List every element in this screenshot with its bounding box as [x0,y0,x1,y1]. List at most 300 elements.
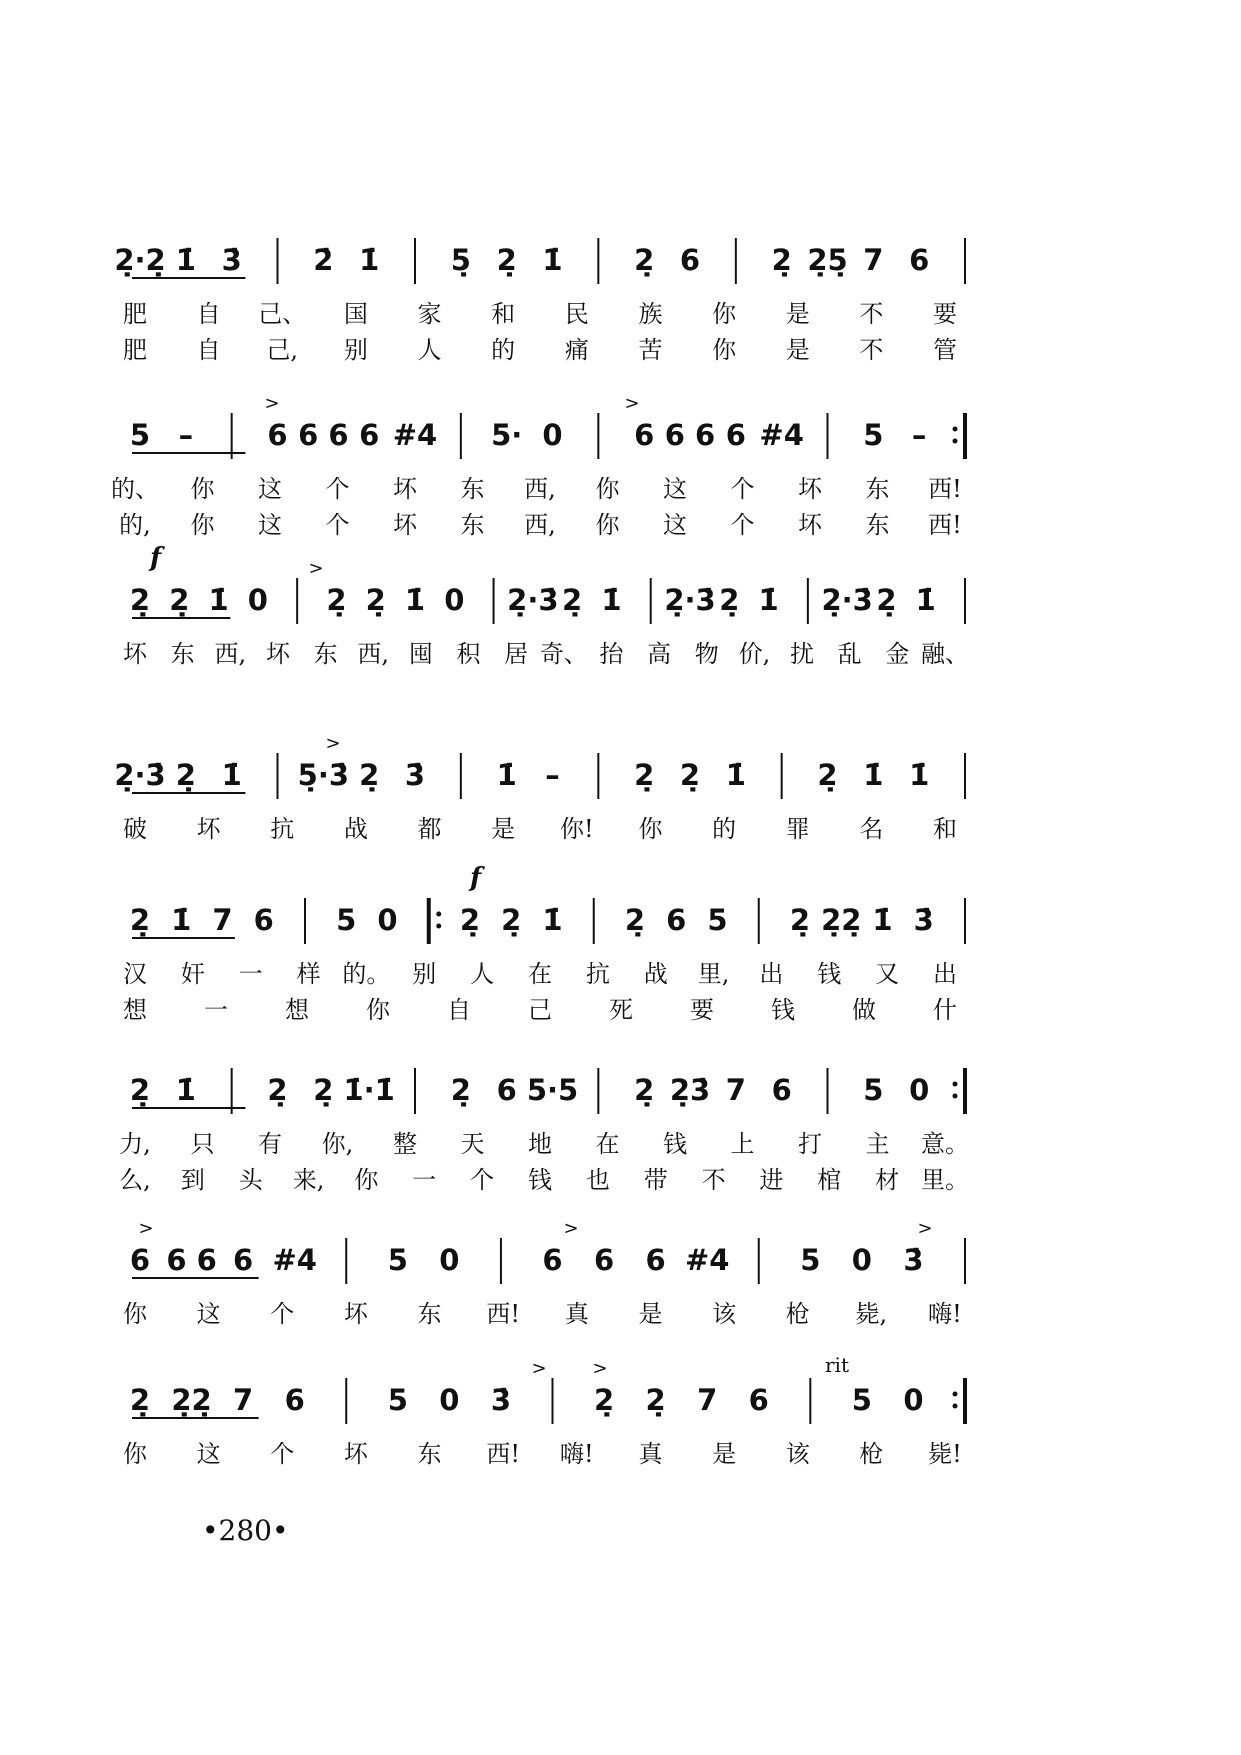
lyric-syllable: 个 [270,1300,295,1328]
lyric-syllable: 坏 [196,815,221,843]
lyric-syllable: 和 [491,300,516,328]
lyric-syllable: 枪 [859,1440,884,1468]
note: 1̇ [175,243,196,277]
lyric-syllable: 乱 [837,640,862,668]
lyric-syllable: 东 [417,1440,442,1468]
lyric-syllable: 一 [412,1166,437,1194]
lyric-syllable: 个 [730,511,755,539]
note: 1̇ [208,583,229,617]
lyric-syllable: 钱 [817,960,842,988]
note: 2̣·3̇ [507,583,559,617]
note: 1̇ [601,583,622,617]
lyric-syllable: 带 [643,1166,668,1194]
note: 2̣ [267,1073,288,1107]
lyric-syllable: 东 [417,1300,442,1328]
forte-mark: f [470,863,482,893]
accent-mark: > [917,1218,933,1239]
note: 0 [909,1073,930,1107]
lyric-syllable: 力, [119,1130,151,1158]
note: 2̣ [313,1073,334,1107]
score-systems [111,238,969,1468]
note: 2̣·3̇ [114,758,166,792]
lyric-syllable: 你 [123,1440,147,1468]
lyric-syllable: 真 [564,1300,589,1328]
lyric-syllable: 这 [258,475,282,503]
note: 3̇ [221,243,242,277]
lyric-syllable: 做 [852,996,876,1024]
note: 2̣ [562,583,583,617]
note: 2̣ [326,583,347,617]
note: 0 [444,583,465,617]
lyric-syllable: 要 [690,996,714,1024]
note: 1̇ [542,243,563,277]
note: 1̇ [909,758,930,792]
lyric-syllable: 抬 [599,640,624,668]
note: 7 [725,1073,746,1107]
note: 5 [800,1243,821,1277]
lyric-syllable: 你 [354,1166,379,1194]
note: 2̣ [175,758,196,792]
lyric-syllable: 价, [738,640,771,668]
note: 2̣ [169,583,190,617]
note: #4 [272,1243,317,1277]
note: 2̣ [365,583,386,617]
lyric-syllable: 么, [119,1166,151,1194]
score-system [111,413,965,539]
lyric-syllable: 融、 [921,640,969,668]
lyric-syllable: 家 [417,300,442,328]
lyric-syllable: 这 [663,511,687,539]
lyric-syllable: 东 [865,475,890,503]
lyric-syllable: 个 [730,475,755,503]
lyric-syllable: 金 [885,640,910,668]
lyric-syllable: 毙! [928,1440,962,1468]
lyric-syllable: 是 [491,815,516,843]
lyric-syllable: 嗨! [559,1440,594,1468]
note: 6 [909,243,930,277]
lyric-syllable: 自 [447,996,471,1024]
lyric-syllable: 材 [875,1166,900,1194]
lyric-syllable: 肥 [123,336,147,364]
lyric-syllable: 嗨! [928,1300,962,1328]
note: – [911,418,927,452]
lyric-syllable: 整 [393,1130,417,1158]
lyric-syllable: 积 [456,640,481,668]
note: 2̣ [771,243,792,277]
lyric-syllable: 的, [119,511,151,539]
lyric-syllable: 一 [238,960,263,988]
lyric-syllable: 也 [585,1166,610,1194]
lyric-syllable: 你 [712,300,737,328]
note: 5 [387,1383,408,1417]
lyric-syllable: 肥 [123,300,147,328]
note: 6 [771,1073,792,1107]
note: 1̇ [542,903,563,937]
note: 6 [253,903,274,937]
lyric-syllable: 在 [528,960,552,988]
note: 2̣ [645,1383,666,1417]
note: 6 [129,1243,151,1277]
lyric-syllable: 这 [196,1440,221,1468]
lyric-syllable: 族 [638,300,663,328]
forte-mark: f [150,543,162,573]
note: 2̣ [129,583,151,617]
lyric-syllable: 这 [196,1300,221,1328]
lyric-syllable: 你 [190,475,215,503]
note: 0 [377,903,398,937]
lyric-syllable: 钱 [528,1166,552,1194]
lyric-syllable: 西, [524,475,556,503]
lyric-syllable: 个 [270,1440,295,1468]
repeat-dot [953,427,958,432]
lyric-syllable: 居 [504,640,529,668]
note: #4 [392,418,438,452]
note: 5 [387,1243,408,1277]
note: 1̇ [863,758,884,792]
lyric-syllable: 又 [875,960,900,988]
note: 7 [697,1383,718,1417]
lyric-syllable: 西, [357,640,390,668]
lyric-syllable: 打 [798,1130,822,1158]
note: 5 [707,903,728,937]
lyric-syllable: 名 [859,815,884,843]
note: 1̇ [496,758,517,792]
lyric-syllable: 己、 [258,300,307,328]
lyric-syllable: 都 [417,815,442,843]
lyric-syllable: 战 [643,960,668,988]
lyric-syllable: 的 [712,815,737,843]
note: 2̣ [624,903,646,937]
note: 6 [593,1243,615,1277]
lyric-syllable: 里, [697,960,730,988]
note: 5 [863,418,884,452]
lyric-syllable: 真 [638,1440,663,1468]
note: 6 [679,243,701,277]
lyric-syllable: 在 [595,1130,620,1158]
lyric-syllable: 要 [933,300,957,328]
accent-mark: > [138,1218,154,1239]
note: 2̣·2̣ [114,243,166,277]
note: 1̇ [872,903,893,937]
note: 6 [666,903,687,937]
lyric-syllable: 钱 [663,1130,687,1158]
note: 1̇ [359,243,380,277]
note: 3̇ [913,903,934,937]
lyric-syllable: 想 [123,996,147,1024]
note: 1̇·1̇ [343,1073,395,1107]
lyric-syllable: 地 [528,1130,552,1158]
note: 2̣2̣ [821,903,862,937]
lyric-syllable: 一 [204,996,228,1024]
note: 7 [233,1383,254,1417]
note: 2̣2̣ [171,1383,212,1417]
note: 2̣ [450,1073,471,1107]
lyric-syllable: 扰 [790,640,815,668]
lyric-syllable: 的、 [111,475,159,503]
lyric-syllable: 坏 [798,475,822,503]
note: 2̣ [634,243,655,277]
lyric-syllable: 坏 [343,1300,368,1328]
note: 6 [359,418,380,452]
note: 2̣5̣ [807,243,848,277]
lyric-syllable: 你 [712,336,737,364]
note: 2̣ [359,758,380,792]
accent-mark: > [624,393,640,414]
note: 3̇ [404,758,426,792]
lyric-syllable: 枪 [785,1300,810,1328]
score-system [114,753,965,843]
note: 1̇ [171,903,192,937]
accent-mark: > [325,733,341,754]
note: 7 [212,903,233,937]
note: – [178,418,194,452]
lyric-syllable: 样 [296,960,321,988]
lyric-syllable: 你 [595,511,620,539]
lyric-syllable: 是 [638,1300,663,1328]
lyric-syllable: 这 [663,475,687,503]
lyric-syllable: 别 [343,336,368,364]
note: 0 [439,1383,460,1417]
lyric-syllable: 囤 [408,640,433,668]
note: 1̇ [758,583,779,617]
lyric-syllable: 里。 [921,1166,969,1194]
score-system [119,1068,969,1194]
lyric-syllable: 坏 [393,511,417,539]
lyric-syllable: 西! [928,475,962,503]
lyric-syllable: 个 [470,1166,495,1194]
lyric-syllable: 到 [180,1166,205,1194]
lyric-syllable: 坏 [393,475,417,503]
note: 5 [336,903,357,937]
note: 0 [542,418,563,452]
lyric-syllable: 破 [123,815,147,843]
lyric-syllable: 西! [486,1440,521,1468]
lyric-syllable: 进 [759,1166,784,1194]
accent-mark: > [531,1358,547,1379]
note: 6 [284,1383,305,1417]
score-system [123,898,965,1024]
note: 2̣ [679,758,701,792]
lyric-syllable: 抗 [585,960,610,988]
lyric-syllable: 国 [343,300,368,328]
lyric-syllable: 西, [524,511,556,539]
lyric-syllable: 坏 [123,640,147,668]
note: 5 [129,418,151,452]
lyric-syllable: 高 [647,640,672,668]
lyric-syllable: 来, [292,1166,325,1194]
note: 2̣ [634,758,655,792]
note: 5 [851,1383,872,1417]
accent-mark: > [308,558,324,579]
repeat-dot [436,912,441,917]
note: – [545,758,560,792]
page-number: •280• [202,1514,289,1547]
note: 5· [491,418,523,452]
note: 6 [267,418,288,452]
lyric-syllable: 个 [325,475,350,503]
lyric-syllable: 西, [214,640,247,668]
lyric-syllable: 己, [266,336,299,364]
lyric-syllable: 奸 [180,960,205,988]
note: 0 [247,583,268,617]
lyric-syllable: 出 [759,960,784,988]
lyric-syllable: 只 [190,1130,215,1158]
lyric-syllable: 你 [638,815,663,843]
note: 2̣3̇ [669,1073,711,1107]
ritardando-mark: rit [825,1353,849,1377]
lyric-syllable: 主 [865,1130,890,1158]
lyric-syllable: 头 [238,1166,263,1194]
lyric-syllable: 西! [928,511,962,539]
note: 6 6 [664,418,716,452]
repeat-dot [953,1392,958,1397]
lyric-syllable: 己 [528,996,552,1024]
note: 2̣ [593,1383,615,1417]
lyric-syllable: 痛 [564,336,589,364]
note: 2̣ [634,1073,655,1107]
lyric-syllable: 汉 [123,960,147,988]
lyric-syllable: 是 [785,336,810,364]
note: 2̣ [719,583,740,617]
lyric-syllable: 该 [712,1300,737,1328]
note: 1̇ [404,583,426,617]
lyric-syllable: 什 [933,996,957,1024]
lyric-syllable: 东 [460,475,485,503]
lyric-syllable: 棺 [817,1166,842,1194]
note: 7 [863,243,884,277]
lyric-syllable: 别 [412,960,437,988]
lyric-syllable: 的 [491,336,516,364]
lyric-syllable: 死 [609,996,633,1024]
accent-mark: > [563,1218,579,1239]
lyric-syllable: 你 [595,475,620,503]
lyric-syllable: 坏 [798,511,822,539]
lyric-syllable: 东 [865,511,890,539]
note: 5̣·3̇ [297,758,350,792]
lyric-syllable: 罪 [785,815,810,843]
lyric-syllable: 钱 [771,996,795,1024]
lyric-syllable: 天 [460,1130,485,1158]
lyric-syllable: 奇、 [539,640,588,668]
lyric-syllable: 物 [694,640,719,668]
note: 2̣ [459,903,481,937]
lyric-syllable: 不 [701,1166,726,1194]
note: 2̣·3̇ [664,583,716,617]
note: 2̣ [129,1383,151,1417]
lyric-syllable: 你, [321,1130,354,1158]
note: 6 [645,1243,666,1277]
note: 2̇ [313,243,334,277]
lyric-syllable: 的。 [342,960,391,988]
repeat-dot [953,1404,958,1409]
note: 2̣ [501,903,522,937]
lyric-syllable: 东 [170,640,195,668]
lyric-syllable: 你! [559,815,594,843]
lyric-syllable: 和 [933,815,957,843]
lyric-syllable: 战 [343,815,368,843]
score-system [123,578,969,668]
lyric-syllable: 东 [460,511,485,539]
accent-mark: > [264,393,280,414]
lyric-syllable: 抗 [270,815,295,843]
note: 6 [233,1243,254,1277]
lyric-syllable: 这 [258,511,282,539]
lyric-syllable: 西! [486,1300,521,1328]
lyric-syllable: 不 [859,336,884,364]
repeat-dot [953,439,958,444]
note: 6 [542,1243,563,1277]
note: 1̇ [915,583,936,617]
lyric-syllable: 自 [196,336,221,364]
note: 1̇ [175,1073,196,1107]
lyric-syllable: 你 [123,1300,147,1328]
lyric-syllable: 上 [730,1130,755,1158]
note: 2̣ [789,903,811,937]
note: 0 [851,1243,872,1277]
lyric-syllable: 苦 [638,336,663,364]
lyric-syllable: 人 [470,960,495,988]
score-system [114,238,965,364]
note: 2̣ [496,243,517,277]
note: 2̣ [817,758,838,792]
lyric-syllable: 自 [196,300,221,328]
score-system [123,1378,965,1468]
lyric-syllable: 毙, [855,1300,888,1328]
lyric-syllable: 想 [285,996,309,1024]
note: 6 [725,418,746,452]
lyric-syllable: 民 [564,300,589,328]
lyric-syllable: 该 [785,1440,810,1468]
score-system [123,1238,965,1328]
note: #4 [759,418,804,452]
lyric-syllable: 个 [325,511,350,539]
lyric-syllable: 是 [785,300,810,328]
repeat-dot [953,1094,958,1099]
note: 0 [903,1383,924,1417]
accent-mark: > [592,1358,608,1379]
lyric-syllable: 你 [190,511,215,539]
lyric-syllable: 是 [712,1440,737,1468]
lyric-syllable: 意。 [921,1130,969,1158]
repeat-dot [953,1082,958,1087]
lyric-syllable: 出 [933,960,957,988]
note: 2̣·3̇ [821,583,873,617]
note: 6 [496,1073,517,1107]
lyric-syllable: 有 [258,1130,282,1158]
lyric-syllable: 你 [366,996,390,1024]
lyric-syllable: 人 [417,336,442,364]
note: 5̣ [450,243,471,277]
note: 6 6 [166,1243,217,1277]
note: 2̣ [129,903,151,937]
note: 1̇ [221,758,242,792]
repeat-dot [436,924,441,929]
note: 6 [634,418,655,452]
note: 2̣ [876,583,897,617]
lyric-syllable: 管 [933,336,957,364]
note: 1̇ [725,758,746,792]
note: 3̇ [903,1243,924,1277]
note: 5 [863,1073,884,1107]
lyric-syllable: 不 [859,300,884,328]
note: 6 6 [298,418,349,452]
lyric-syllable: 东 [313,640,338,668]
note: 3̇ [490,1383,512,1417]
note: 0 [439,1243,460,1277]
note: 6 [748,1383,769,1417]
lyric-syllable: 坏 [265,640,290,668]
note: 5·5 [526,1073,579,1107]
